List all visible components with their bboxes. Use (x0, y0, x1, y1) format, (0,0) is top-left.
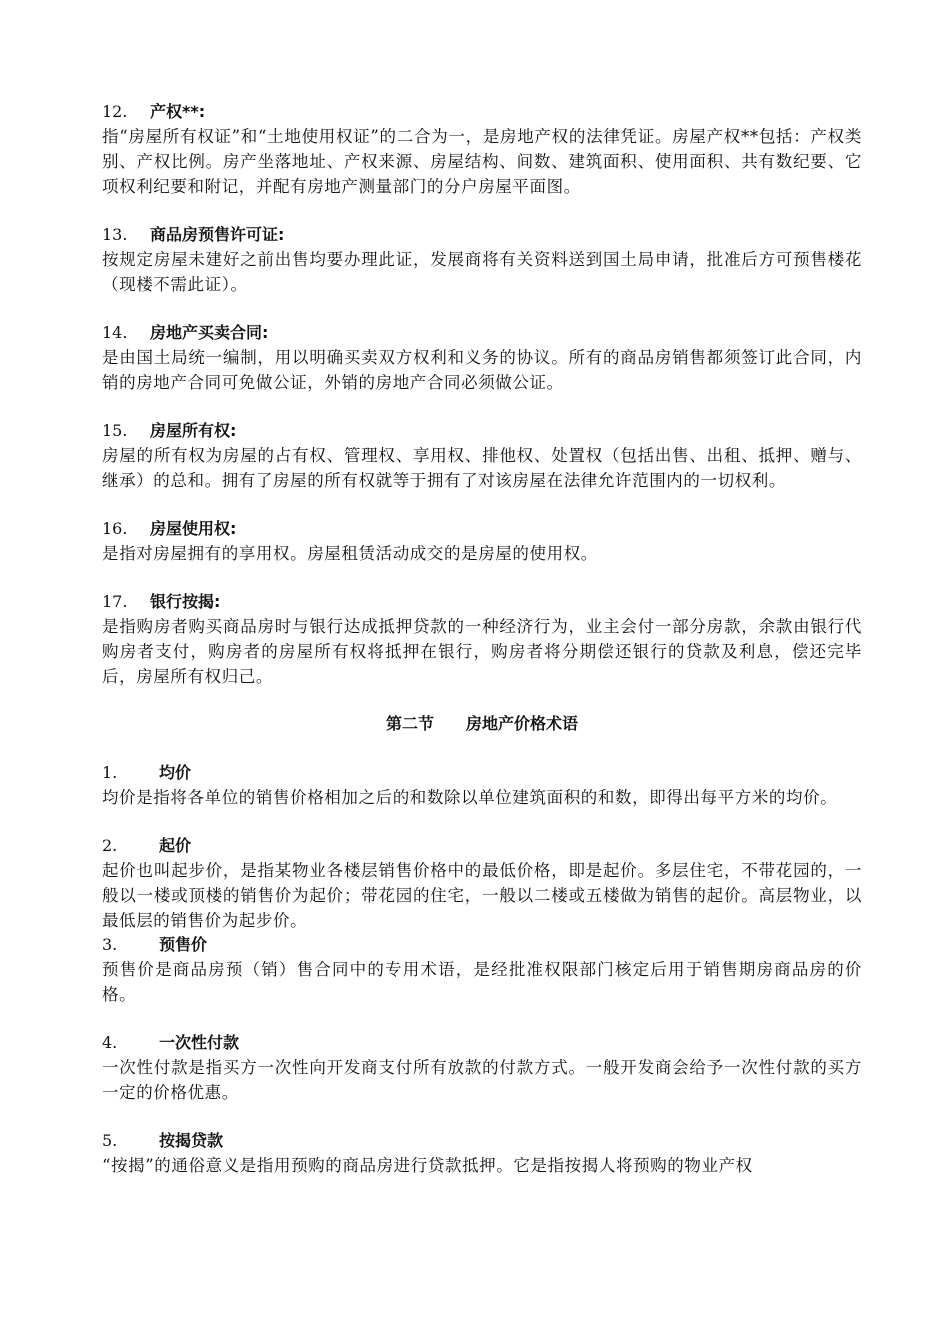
term-definition: 预售价是商品房预（销）售合同中的专用术语，是经批准权限部门核定后用于销售期房商品房的价格。 (102, 960, 862, 1004)
term-heading (102, 761, 862, 785)
term-number: 5. (102, 1131, 118, 1150)
term-item (102, 419, 862, 493)
term-item (102, 834, 862, 933)
term-heading (102, 517, 862, 541)
term-item (102, 1031, 862, 1105)
term-title: 起价 (159, 836, 192, 855)
term-definition: 是指对房屋拥有的享用权。房屋租赁活动成交的是房屋的使用权。 (102, 544, 598, 563)
section-2-terms (102, 761, 862, 1178)
document-page (102, 100, 862, 1178)
term-definition: “按揭”的通俗意义是指用预购的商品房进行贷款抵押。它是指按揭人将预购的物业产权 (102, 1156, 753, 1175)
term-definition: 按规定房屋未建好之前出售均要办理此证，发展商将有关资料送到国土局申请，批准后方可预售楼花（现楼不需此证）。 (102, 250, 862, 294)
section-heading: 第二节 房地产价格术语 (385, 714, 578, 733)
term-definition: 起价也叫起步价，是指某物业各楼层销售价格中的最低价格，即是起价。多层住宅，不带花园的，一般以一楼或顶楼的销售价为起价；带花园的住宅，一般以二楼或五楼做为销售的起价。高层物业，以最低层的销售价为起步价。 (102, 861, 862, 930)
term-item (102, 321, 862, 395)
term-definition: 一次性付款是指买方一次性向开发商支付所有放款的付款方式。一般开发商会给予一次性付款的买方一定的价格优惠。 (102, 1058, 862, 1102)
term-number: 15. (102, 421, 128, 440)
term-item (102, 100, 862, 199)
term-definition: 是指购房者购买商品房时与银行达成抵押贷款的一种经济行为，业主会付一部分房款，余款由银行代购房者支付，购房者的房屋所有权将抵押在银行，购房者将分期偿还银行的贷款及利息，偿还完毕后，房屋所有权归己。 (102, 617, 862, 686)
term-title: 产权**: (150, 102, 206, 121)
term-number: 1. (102, 763, 118, 782)
term-number: 3. (102, 935, 118, 954)
section-1-terms (102, 100, 862, 689)
term-number: 17. (102, 592, 128, 611)
term-heading (102, 419, 862, 443)
term-heading (102, 223, 862, 247)
term-heading (102, 933, 862, 957)
term-title: 预售价 (159, 935, 208, 954)
term-title: 房屋使用权: (150, 519, 237, 538)
term-item (102, 590, 862, 689)
term-heading (102, 590, 862, 614)
term-heading (102, 321, 862, 345)
term-number: 16. (102, 519, 128, 538)
term-definition: 是由国土局统一编制，用以明确买卖双方权利和义务的协议。所有的商品房销售都须签订此合同，内销的房地产合同可免做公证，外销的房地产合同必须做公证。 (102, 348, 862, 392)
term-definition: 均价是指将各单位的销售价格相加之后的和数除以单位建筑面积的和数，即得出每平方米的均价。 (102, 788, 838, 807)
term-heading (102, 1031, 862, 1055)
term-title: 一次性付款 (159, 1033, 240, 1052)
term-heading (102, 1129, 862, 1153)
term-heading (102, 100, 862, 124)
term-title: 房地产买卖合同: (150, 323, 269, 342)
term-definition: 房屋的所有权为房屋的占有权、管理权、享用权、排他权、处置权（包括出售、出租、抵押、赠与、继承）的总和。拥有了房屋的所有权就等于拥有了对该房屋在法律允许范围内的一切权利。 (102, 446, 862, 490)
term-number: 2. (102, 836, 118, 855)
term-title: 均价 (159, 763, 192, 782)
term-number: 13. (102, 225, 128, 244)
term-item (102, 1129, 862, 1178)
term-number: 12. (102, 102, 128, 121)
term-title: 按揭贷款 (159, 1131, 224, 1150)
term-title: 房屋所有权: (150, 421, 237, 440)
term-title: 商品房预售许可证: (150, 225, 285, 244)
term-item (102, 761, 862, 810)
term-item (102, 517, 862, 566)
term-title: 银行按揭: (150, 592, 221, 611)
term-heading (102, 834, 862, 858)
term-number: 14. (102, 323, 128, 342)
term-item (102, 223, 862, 297)
term-item (102, 933, 862, 1007)
term-definition: 指“房屋所有权证”和“土地使用权证”的二合为一，是房地产权的法律凭证。房屋产权**包括：产权类别、产权比例。房产坐落地址、产权来源、房屋结构、间数、建筑面积、使用面积、共有数纪要、它项权利纪要和附记，并配有房地产测量部门的分户房屋平面图。 (102, 127, 862, 196)
term-number: 4. (102, 1033, 118, 1052)
